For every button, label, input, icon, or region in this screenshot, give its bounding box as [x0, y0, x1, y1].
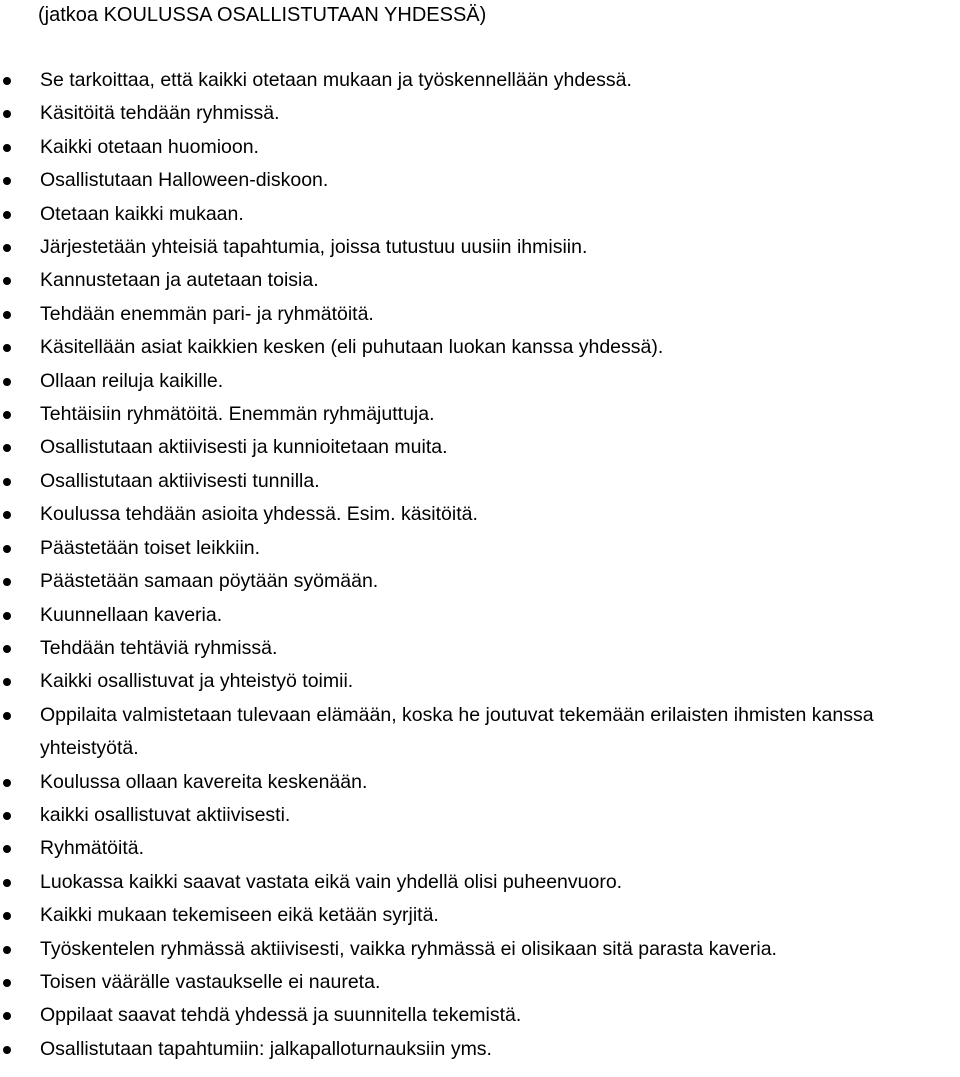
list-item [0, 298, 960, 331]
bullet-icon [3, 110, 11, 118]
list-item-text: Osallistutaan Halloween-diskoon. [40, 169, 329, 192]
bullet-icon [3, 645, 11, 653]
list-item [0, 532, 960, 565]
bullet-icon [3, 244, 11, 252]
list-item [0, 665, 960, 698]
list-item [0, 164, 960, 197]
list-item [0, 933, 960, 966]
list-item-text: Tehtäisiin ryhmätöitä. Enemmän ryhmäjuttuja. [40, 403, 435, 426]
bullet-icon [3, 444, 11, 452]
list-item-text: Kaikki mukaan tekemiseen eikä ketään syrjitä. [40, 904, 439, 927]
list-item [0, 866, 960, 899]
list-item [0, 97, 960, 130]
list-item [0, 565, 960, 598]
list-item [0, 632, 960, 665]
list-item-text: Oppilaat saavat tehdä yhdessä ja suunnitella tekemistä. [40, 1004, 522, 1027]
list-item [0, 264, 960, 297]
list-item [0, 1033, 960, 1066]
bullet-icon [3, 511, 11, 519]
list-item [0, 231, 960, 264]
bullet-icon [3, 144, 11, 152]
list-item-text: Osallistutaan aktiivisesti ja kunnioitetaan muita. [40, 436, 448, 459]
bullet-icon [3, 912, 11, 920]
bullet-icon [3, 946, 11, 954]
list-item [0, 431, 960, 464]
list-item-text: Koulussa tehdään asioita yhdessä. Esim. käsitöitä. [40, 503, 478, 526]
list-item-text: Ollaan reiluja kaikille. [40, 369, 224, 392]
list-item-text: Kaikki otetaan huomioon. [40, 135, 259, 158]
list-item [0, 64, 960, 97]
bullet-icon [3, 578, 11, 586]
list-item [0, 198, 960, 231]
bullet-icon [3, 411, 11, 419]
list-item-text: Järjestetään yhteisiä tapahtumia, joissa tutustuu uusiin ihmisiin. [40, 236, 588, 259]
list-item-text: Kannustetaan ja autetaan toisia. [40, 269, 319, 292]
bullet-icon [3, 979, 11, 987]
list-item-text: Oppilaita valmistetaan tulevaan elämään, koska he joutuvat tekemään erilaisten ihmisten kanssa yhteistyötä. [40, 703, 874, 760]
list-item [0, 398, 960, 431]
list-item [0, 832, 960, 865]
list-item [0, 599, 960, 632]
list-item-text: Päästetään toiset leikkiin. [40, 536, 261, 559]
list-item [0, 766, 960, 799]
bullet-icon [3, 845, 11, 853]
page-heading: (jatkoa KOULUSSA OSALLISTUTAAN YHDESSÄ) [38, 4, 487, 26]
list-item-text: Toisen väärälle vastaukselle ei naureta. [40, 970, 381, 993]
bullet-icon [3, 812, 11, 820]
list-item-text: Työskentelen ryhmässä aktiivisesti, vaikka ryhmässä ei olisikaan sitä parasta kaveria. [40, 937, 777, 960]
list-item [0, 498, 960, 531]
bullet-icon [3, 211, 11, 219]
bullet-icon [3, 378, 11, 386]
bullet-icon [3, 879, 11, 887]
bullet-icon [3, 712, 11, 720]
list-item-text: Tehdään tehtäviä ryhmissä. [40, 636, 278, 659]
list-item-text: Päästetään samaan pöytään syömään. [40, 570, 379, 593]
list-item [0, 999, 960, 1032]
list-item [0, 365, 960, 398]
list-item [0, 799, 960, 832]
list-item [0, 899, 960, 932]
bullet-icon [3, 779, 11, 787]
list-item [0, 699, 902, 766]
list-item-text: Käsitellään asiat kaikkien kesken (eli puhutaan luokan kanssa yhdessä). [40, 336, 664, 359]
bullet-icon [3, 1046, 11, 1054]
bullet-icon [3, 612, 11, 620]
list-item-text: Kaikki osallistuvat ja yhteistyö toimii. [40, 670, 354, 693]
bullet-icon [3, 1012, 11, 1020]
bullet-icon [3, 478, 11, 486]
bullet-icon [3, 545, 11, 553]
list-item [0, 465, 960, 498]
bullet-icon [3, 311, 11, 319]
bullet-icon [3, 177, 11, 185]
bullet-icon [3, 344, 11, 352]
list-item [0, 331, 960, 364]
bullet-icon [3, 77, 11, 85]
bullet-icon [3, 277, 11, 285]
list-item-text: Osallistutaan tapahtumiin: jalkapalloturnauksiin yms. [40, 1037, 492, 1060]
list-item-text: Kuunnellaan kaveria. [40, 603, 223, 626]
list-item-text: Luokassa kaikki saavat vastata eikä vain yhdellä olisi puheenvuoro. [40, 870, 623, 893]
list-item-text: Tehdään enemmän pari- ja ryhmätöitä. [40, 302, 374, 325]
list-item [0, 131, 960, 164]
bullet-list [0, 64, 960, 1066]
bullet-icon [3, 678, 11, 686]
list-item-text: Käsitöitä tehdään ryhmissä. [40, 102, 280, 125]
list-item [0, 966, 960, 999]
list-item-text: Osallistutaan aktiivisesti tunnilla. [40, 469, 320, 492]
list-item-text: Otetaan kaikki mukaan. [40, 202, 244, 225]
list-item-text: kaikki osallistuvat aktiivisesti. [40, 803, 291, 826]
list-item-text: Se tarkoittaa, että kaikki otetaan mukaan ja työskennellään yhdessä. [40, 69, 632, 91]
list-item-text: Koulussa ollaan kavereita keskenään. [40, 770, 368, 793]
list-item-text: Ryhmätöitä. [40, 837, 145, 860]
